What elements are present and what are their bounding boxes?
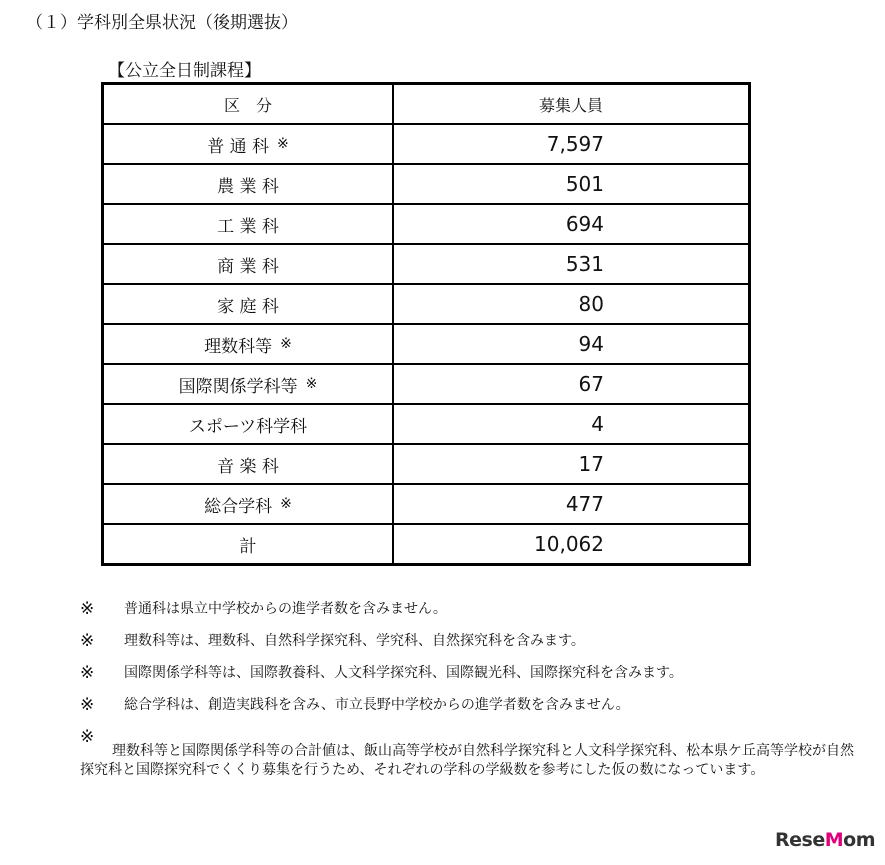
table-row xyxy=(103,444,750,484)
table-row xyxy=(103,204,750,244)
note-mark: ※ xyxy=(80,727,95,747)
category-label: 普 通 科 xyxy=(207,136,270,157)
resemom-logo: ReseMom xyxy=(775,829,875,851)
capacity-cell: 4 xyxy=(393,404,750,444)
footnote xyxy=(80,696,860,715)
total-row xyxy=(103,524,750,565)
category-label: 理数科等 xyxy=(204,336,273,357)
note-mark: ※ xyxy=(80,599,95,619)
capacity-cell: 531 xyxy=(393,244,750,284)
category-label: 商 業 科 xyxy=(217,256,279,277)
category-label: 工 業 科 xyxy=(217,216,279,237)
note-mark: ※ xyxy=(280,335,292,352)
category-cell xyxy=(103,124,394,164)
category-cell xyxy=(103,484,394,524)
table-row xyxy=(103,324,750,364)
table-row xyxy=(103,244,750,284)
table-header-row xyxy=(103,84,750,125)
table-row xyxy=(103,484,750,524)
total-value: 10,062 xyxy=(393,524,750,565)
capacity-cell: 94 xyxy=(393,324,750,364)
table-row xyxy=(103,364,750,404)
footnote-text: 総合学科は、創造実践科を含み、市立長野中学校からの進学者数を含みません。 xyxy=(124,697,630,713)
note-mark: ※ xyxy=(280,495,292,512)
category-label: 家 庭 科 xyxy=(217,296,279,317)
footnote-text: 普通科は県立中学校からの進学者数を含みません。 xyxy=(124,601,447,617)
footnote xyxy=(80,664,860,683)
header-category: 区 分 xyxy=(103,84,394,125)
category-cell xyxy=(103,204,394,244)
table-row xyxy=(103,164,750,204)
category-cell xyxy=(103,284,394,324)
section-title: （１）学科別全県状況（後期選抜） xyxy=(26,13,298,33)
capacity-cell: 17 xyxy=(393,444,750,484)
capacity-cell: 501 xyxy=(393,164,750,204)
footnote xyxy=(80,632,860,651)
footnote-text: 国際関係学科等は、国際教養科、人文科学探究科、国際観光科、国際探究科を含みます。 xyxy=(124,665,683,681)
capacity-cell: 477 xyxy=(393,484,750,524)
total-label: 計 xyxy=(103,524,394,565)
footnotes xyxy=(80,600,860,793)
table-row xyxy=(103,404,750,444)
capacity-cell: 67 xyxy=(393,364,750,404)
note-mark: ※ xyxy=(277,135,289,152)
footnote xyxy=(80,728,860,780)
category-cell xyxy=(103,244,394,284)
category-cell xyxy=(103,364,394,404)
table-subtitle: 【公立全日制課程】 xyxy=(108,61,261,81)
note-mark: ※ xyxy=(80,695,95,715)
note-mark: ※ xyxy=(305,375,318,392)
category-cell xyxy=(103,404,394,444)
category-cell xyxy=(103,324,394,364)
footnote-text: 理数科等と国際関係学科等の合計値は、飯山高等学校が自然科学探究科と人文科学探究科、松本県ケ丘高等学校が自然探究科と国際探究科でくくり募集を行うため、それぞれの学科の学級数を参考にした仮の数になっています。 xyxy=(80,743,854,778)
category-cell xyxy=(103,164,394,204)
category-label: 農 業 科 xyxy=(217,176,279,197)
category-label: 音 楽 科 xyxy=(217,456,279,477)
enrollment-table xyxy=(101,82,751,566)
capacity-cell: 7,597 xyxy=(393,124,750,164)
note-mark: ※ xyxy=(80,663,95,683)
category-cell xyxy=(103,444,394,484)
table-row xyxy=(103,124,750,164)
category-label: 国際関係学科等 xyxy=(178,376,298,397)
capacity-cell: 80 xyxy=(393,284,750,324)
category-label: スポーツ科学科 xyxy=(188,416,308,437)
category-label: 総合学科 xyxy=(204,496,273,517)
footnote-text: 理数科等は、理数科、自然科学探究科、学究科、自然探究科を含みます。 xyxy=(124,633,585,649)
note-mark: ※ xyxy=(80,631,95,651)
capacity-cell: 694 xyxy=(393,204,750,244)
table-row xyxy=(103,284,750,324)
footnote xyxy=(80,600,860,619)
header-capacity: 募集人員 xyxy=(393,84,750,125)
